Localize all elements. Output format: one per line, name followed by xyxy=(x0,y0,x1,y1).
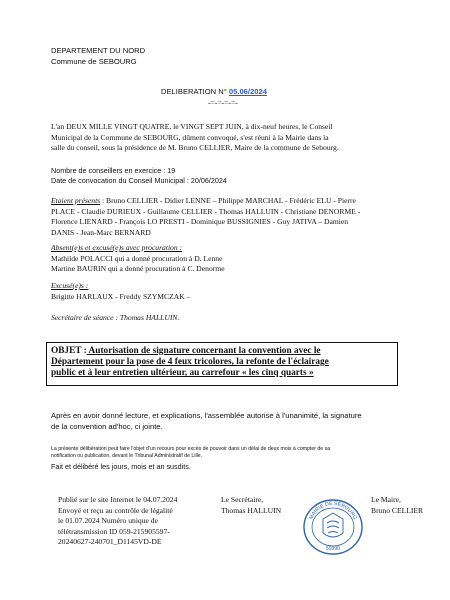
presents-label: Etaient présents xyxy=(51,196,101,205)
objet-box xyxy=(46,342,398,386)
decision-line: de la convention ad'hoc, ci jointe. xyxy=(51,421,163,431)
convocation-date: Date de convocation du Conseil Municipal : 20/06/2024 xyxy=(51,176,227,185)
absents-block xyxy=(51,243,225,275)
absents-line: Martine BAURIN qui a donné procuration à C. Denorme xyxy=(51,264,225,274)
secretaire-name: Thomas HALLUIN xyxy=(221,505,282,515)
decision-line: Après en avoir donné lecture, et explications, l'assemblée autorise à l'unanimité, la signature xyxy=(51,411,362,420)
intro-line: L'an DEUX MILLE VINGT QUATRE, le VINGT SEPT JUIN, à dix-neuf heures, le Conseil xyxy=(51,122,333,131)
commune-heading: Commune de SEBOURG xyxy=(51,57,137,66)
fait-statement: Fait et délibéré les jours, mois et an susdits. xyxy=(51,462,191,471)
excuses-line: Brigitte HARLAUX - Freddy SZYMCZAK – xyxy=(51,291,191,301)
department-heading: DEPARTEMENT DU NORD xyxy=(51,46,146,55)
publication-line: Publié sur le site Internet le 04.07.2024 xyxy=(58,495,178,504)
maire-signature-block xyxy=(371,495,423,516)
publication-line: le 01.07.2024 Numéro unique de xyxy=(58,516,158,526)
presents-line: Florence LIENARD - François LO PRESTI - Dominique BUSSIGNIES - Guy JATIVA – Damien xyxy=(51,217,349,227)
presents-block xyxy=(51,196,401,238)
presents-line: : Bruno CELLIER - Didier LENNE – Philippe MARCHAL - Frédéric ELU - Pierre xyxy=(100,196,356,205)
deliberation-title xyxy=(161,87,267,98)
title-separator: -=-=-=-=- xyxy=(208,98,238,107)
seal-text-top: MAIRIE DE SEBOURG xyxy=(308,500,358,521)
decision-paragraph xyxy=(51,411,411,432)
objet-line: Département pour la pose de 4 feux tricolores, la refonte de l'éclairage xyxy=(51,357,329,368)
recours-line: notification ou publication, devant le Tribunal Administratif de Lille. xyxy=(51,453,203,459)
excuses-label: Excusé(e)s : xyxy=(51,281,89,290)
excuses-block xyxy=(51,281,190,302)
intro-line: Municipal de la Commune de SEBOURG, dûment convoqué, s'est réuni à la Mairie dans la xyxy=(51,132,329,142)
seal-emblem-icon xyxy=(323,513,343,537)
secretaire-seance: Secrétaire de séance : Thomas HALLUIN. xyxy=(51,313,180,322)
deliberation-label: DELIBERATION N° xyxy=(161,87,227,96)
publication-block xyxy=(58,495,218,548)
objet-line: Autorisation de signature concernant la convention avec le xyxy=(86,346,321,356)
seal-text-bottom: 59990 xyxy=(326,546,340,552)
objet-line: public et à leur entretien ultérieur, au carrefour « les cinq quarts » xyxy=(51,368,314,379)
recours-line: La présente délibération peut faire l'objet d'un recours pour excès de pouvoir dans un délai de deux mois à compter de sa xyxy=(51,446,331,452)
maire-name: Bruno CELLIER xyxy=(371,505,424,515)
intro-paragraph xyxy=(51,122,401,154)
presents-line: DANIS - Jean-Marc BERNARD xyxy=(51,227,151,237)
publication-line: Envoyé et reçu au contrôle de légalité xyxy=(58,505,173,515)
mairie-seal-stamp xyxy=(301,497,365,557)
secretaire-title: Le Secrétaire, xyxy=(221,495,264,504)
maire-title: Le Maire, xyxy=(371,495,401,504)
deliberation-number-link[interactable]: 05.06/2024 xyxy=(228,87,267,96)
objet-label: OBJET : xyxy=(51,346,87,356)
absents-label: Absent(e)s et excusé(e)s avec procuration : xyxy=(51,243,183,252)
svg-text:MAIRIE DE SEBOURG xyxy=(308,501,357,521)
intro-line: salle du conseil, sous la présidence de M. Bruno CELLIER, Maire de la commune de Sebourg. xyxy=(51,143,339,153)
absents-line: Mathilde POLACCI qui a donné procuration à D. Lenne xyxy=(51,253,223,263)
publication-line: 20240627-240701_D1145VD-DE xyxy=(58,537,162,547)
secretaire-signature-block xyxy=(221,495,281,516)
presents-line: PLACE - Claudie DURIEUX - Guillaume CELLIER - Thomas HALLUIN - Christiane DENORME - xyxy=(51,206,361,216)
publication-line: télétransmission ID 059-215905597- xyxy=(58,526,170,536)
recours-notice xyxy=(51,446,411,460)
conseillers-count: Nombre de conseillers en exercice : 19 xyxy=(51,166,176,175)
